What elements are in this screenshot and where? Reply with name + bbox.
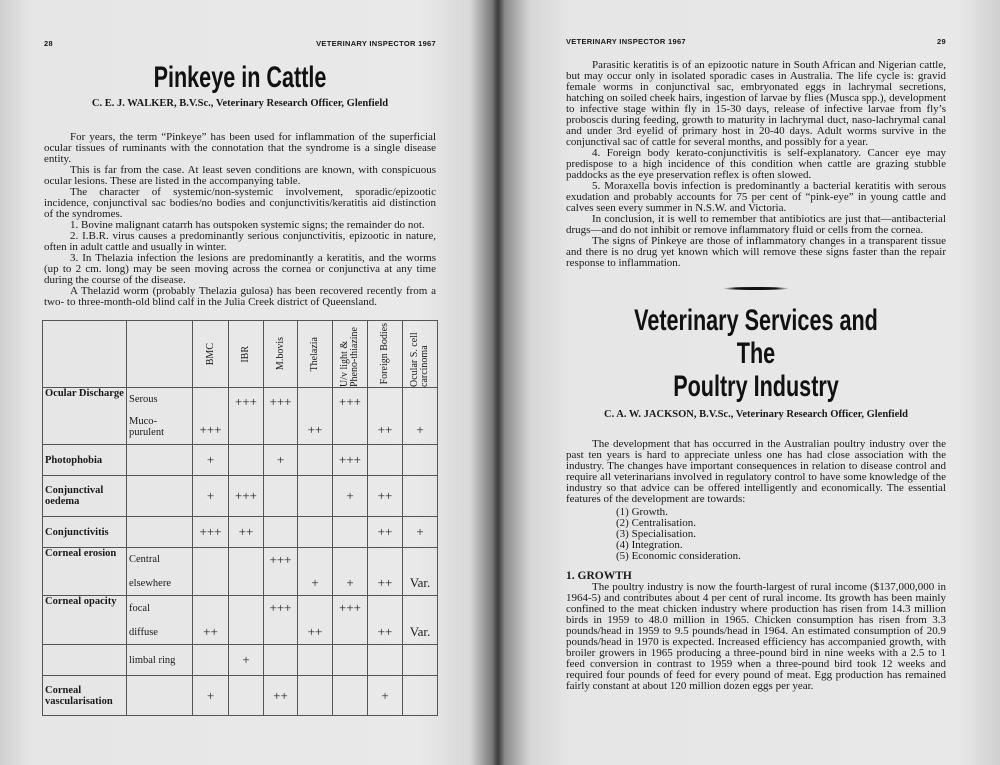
table-cell (403, 388, 438, 445)
table-cell-line (266, 423, 295, 437)
table-cell (229, 645, 264, 676)
table-cell-line: + (276, 452, 285, 467)
column-header (298, 321, 333, 388)
table-cell-line: ++ (307, 624, 323, 639)
row-sublabel (127, 476, 193, 517)
table-cell-line (335, 553, 365, 567)
row-sublabel (127, 645, 193, 676)
table-cell-line: +++ (269, 551, 292, 567)
table-cell-line: ++ (273, 687, 288, 703)
list-item: (3) Specialisation. (616, 528, 697, 540)
paragraph: Parasitic keratitis is of an epizootic nature in South African and Nigerian cattle, but may occur only in isolated sporadic cases in Australia. The life cycle is: gravid female worms in conjunctival sac, embryonated eggs in lachrymal secretions, hatching on soiled cheek hairs, ingestion of larvae by flies (Musca spp.), development to infective stage within fly in 15-30 days, release of infective larvae from fly’s proboscis during feeding, growth to maturity in lachrymal duct, naso-lachrymal canal and under 3rd eyelid of primary host in 20-40 days. Adult worms survive in the conjunctival sac of cattle for several months, and possibly for a year. (566, 59, 946, 148)
table-cell (333, 517, 368, 548)
table-cell-line (405, 489, 435, 503)
table-cell-line (405, 453, 435, 467)
table-cell (298, 596, 333, 645)
page-number-right: 29 (937, 37, 946, 46)
table-cell-line: ++ (377, 624, 393, 639)
table-cell (229, 517, 264, 548)
page-number-left: 28 (44, 39, 53, 48)
row-sublabel (127, 445, 193, 476)
header-blank (127, 321, 193, 388)
table-cell (193, 676, 229, 716)
table-cell-line: + (381, 687, 389, 703)
table-cell-line: + (311, 575, 319, 591)
table-row (43, 676, 438, 716)
paragraph: This is far from the case. At least seven conditions are known, with conspicuous ocular lesions. These are listed in the accompanying table. (44, 164, 436, 187)
table-cell-line (300, 489, 330, 503)
row-sublabel-line (129, 690, 190, 701)
table-cell-line: + (206, 452, 215, 467)
list-item: (1) Growth. (616, 506, 668, 518)
table-cell-line (231, 553, 261, 567)
paragraph: 3. In Thelazia infection the lesions are predominantly a keratitis, and the worms (up to 2 cm. long) may be seen moving across the cornea or conjunctiva at any time during the course of the disease. (44, 252, 436, 286)
table-cell-line (370, 553, 400, 567)
row-sublabel-line: Central (129, 554, 160, 566)
column-header (403, 321, 438, 388)
table-cell-line (300, 553, 330, 567)
table-row (43, 388, 438, 445)
table-cell (298, 445, 333, 476)
table-cell (298, 676, 333, 716)
table-cell-line: Var. (409, 575, 431, 591)
table-cell (264, 645, 298, 676)
table-cell-line (195, 395, 226, 409)
table-cell (229, 445, 264, 476)
table-cell-line: +++ (339, 394, 361, 409)
table-cell-line (405, 395, 435, 409)
table-cell (264, 388, 298, 445)
table-cell-line: +++ (199, 524, 222, 539)
table-cell (368, 548, 403, 596)
table-cell (193, 645, 229, 676)
paragraph: 2. I.B.R. virus causes a predominantly serious conjunctivitis, epizootic in nature, often in adult cattle and usually in winter. (44, 230, 436, 253)
table-cell (229, 676, 264, 716)
table-cell-line (370, 395, 400, 409)
paragraph: 5. Moraxella bovis infection is predominantly a bacterial keratitis with serous exudation and probably accounts for 75 per cent of “pink-eye” in young cattle and calves seen every summer in N.S.W. and Victoria. (566, 180, 946, 214)
column-header (193, 321, 229, 388)
row-label (43, 645, 127, 676)
table-cell (368, 517, 403, 548)
table-cell (264, 476, 298, 517)
table-cell-line: ++ (238, 524, 254, 539)
paragraph: For years, the term “Pinkeye” has been used for inflammation of the superficial ocular tissues of ruminants with the connotation that the syndrome is a single disease entity. (44, 131, 436, 165)
row-sublabel-line: focal (129, 602, 150, 614)
table-cell-line (405, 689, 435, 703)
table-cell-line: + (416, 422, 424, 437)
symptoms-table (42, 320, 438, 716)
paragraph: The development that has occurred in the Australian poultry industry over the past ten years is hard to appreciate unless one has had close association with the industry. The changes have important consequences in relation to disease control and require all veterinarians involved in regulatory control to have some knowledge of the industry so that advice can be offered intelligently and economically. The essential features of the development are towards: (566, 438, 946, 505)
table-cell-line (195, 553, 226, 567)
row-sublabel (127, 676, 193, 716)
table-cell (264, 596, 298, 645)
row-sublabel-line: Muco-purulent (129, 416, 164, 439)
table-row (43, 476, 438, 517)
table-cell-line (266, 653, 295, 667)
table-cell (368, 445, 403, 476)
running-head-left: VETERINARY INSPECTOR 1967 (316, 39, 436, 48)
column-header-label: Thelazia (309, 336, 320, 372)
running-head-right: VETERINARY INSPECTOR 1967 (566, 37, 686, 46)
table-cell-line: +++ (199, 422, 222, 437)
article-title: Pinkeye in Cattle (153, 61, 327, 94)
table-cell-line (231, 625, 261, 639)
list-item: (4) Integration. (616, 539, 683, 551)
table-cell-line (300, 689, 330, 703)
row-sublabel (127, 548, 193, 596)
header-blank (43, 321, 127, 388)
row-label: Conjunctivitis (43, 517, 127, 548)
table-cell (298, 645, 333, 676)
table-cell-line: ++ (377, 422, 393, 437)
table-cell-line: +++ (339, 452, 361, 467)
table-cell (403, 517, 438, 548)
table-cell-line (231, 601, 261, 615)
list-item: (5) Economic consideration. (616, 550, 741, 562)
table-cell-line: ++ (307, 422, 323, 437)
table-cell-line (195, 653, 226, 667)
table-cell (298, 388, 333, 445)
table-cell (333, 476, 368, 517)
table-cell-line: +++ (235, 394, 257, 409)
table-cell-line (405, 553, 435, 567)
table-cell-line: +++ (269, 394, 292, 409)
table-cell (229, 596, 264, 645)
column-header (333, 321, 368, 388)
row-sublabel (127, 596, 193, 645)
table-cell (368, 676, 403, 716)
table-cell-line: +++ (269, 600, 292, 615)
table-cell-line (370, 653, 400, 667)
table-cell (193, 596, 229, 645)
row-sublabel (127, 517, 193, 548)
paragraph: The poultry industry is now the fourth-largest of rural income ($137,000,000 in 1964-5) and contributes about 4 per cent of rural income. Its growth has been mainly confined to the meat chicken industry where production has risen from 14.3 million birds in 1959 to 48.0 million in 1965. Chicken consumption has risen from 3.3 pounds/head in 1959 to 9.5 pounds/head in 1964. An estimated consumption of 20.9 pounds/head in 1970 is expected. Increased efficiency has accompanied growth, with broiler growers in 1965 producing a three-pound bird in nine weeks with a 2.5 to 1 feed conversion in contrast to 1959 when a three-pound bird took 12 weeks and required four pounds of feed for every pound of meat. Egg production has remained fairly constant at about 120 million dozen eggs per year. (566, 581, 946, 692)
column-header-label: BMC (204, 342, 216, 366)
article2-author: C. A. W. JACKSON, B.V.Sc., Veterinary Research Officer, Glenfield (603, 409, 908, 420)
table-cell-line: ++ (377, 575, 393, 591)
features-list (566, 507, 946, 562)
column-header-label: Ocular S. cell carcinoma (409, 332, 430, 387)
row-sublabel-line (129, 527, 190, 538)
right-header (566, 37, 946, 47)
table-cell-line: +++ (235, 488, 257, 503)
article-body (44, 132, 436, 308)
table-cell-line: ++ (203, 624, 218, 639)
table-row (43, 517, 438, 548)
table-cell (333, 645, 368, 676)
table-cell (298, 548, 333, 596)
table-cell-line (335, 653, 365, 667)
table-cell (368, 476, 403, 517)
table-cell-line (266, 489, 295, 503)
table-cell-line (335, 423, 365, 437)
paragraph: The signs of Pinkeye are those of inflammatory changes in a transparent tissue and there is no drug yet known which will remove these signs faster than the repair response to inflammation. (566, 235, 946, 269)
table-cell (333, 548, 368, 596)
row-sublabel-line: Serous (129, 393, 158, 405)
paragraph: The character of systemic/non-systemic involvement, sporadic/epizootic incidence, conjunctival sac bodies/no bodies and conjunctivitis/keratitis aid distinction of the syndromes. (44, 186, 436, 220)
table-cell-line: ++ (377, 488, 393, 503)
row-label: Ocular Discharge (43, 388, 127, 445)
column-header (368, 321, 403, 388)
table-cell-line: + (206, 488, 215, 503)
left-page (44, 0, 436, 716)
table-cell (264, 517, 298, 548)
row-sublabel (127, 388, 193, 445)
list-item: (2) Centralisation. (616, 517, 697, 529)
table-cell (193, 517, 229, 548)
table-cell (229, 548, 264, 596)
table-cell-line (266, 576, 295, 590)
table-cell-line (195, 576, 226, 590)
right-page (566, 0, 946, 692)
table-cell (193, 548, 229, 596)
table-row (43, 548, 438, 596)
table-cell (403, 596, 438, 645)
article2-body (566, 439, 946, 692)
table-cell (403, 676, 438, 716)
table-cell-line (266, 625, 295, 639)
column-header (264, 321, 298, 388)
table-cell (264, 548, 298, 596)
row-sublabel-line (129, 491, 190, 502)
table-cell-line (300, 601, 330, 615)
table-cell-line: + (206, 687, 215, 703)
article-continued-body (566, 60, 946, 269)
paragraph: 4. Foreign body kerato-conjunctivitis is self-explanatory. Cancer eye may predispose to a high incidence of this condition when cattle are grazing stubble paddocks as the eye preservation reflex is often slowed. (566, 147, 946, 181)
table-cell-line: Var. (409, 624, 431, 639)
table-cell (298, 517, 333, 548)
table-cell-line: +++ (339, 600, 361, 615)
table-cell (333, 596, 368, 645)
section-heading: 1. GROWTH (566, 570, 632, 582)
section-divider-ornament (723, 287, 789, 290)
table-cell (193, 445, 229, 476)
table-cell-line (300, 653, 330, 667)
table-cell-line (231, 423, 261, 437)
row-label: Corneal opacity (43, 596, 127, 645)
table-cell (229, 388, 264, 445)
table-cell-line: ++ (377, 524, 393, 539)
column-header-label: Foreign Bodies (379, 323, 390, 385)
table-cell-line: + (416, 524, 424, 539)
table-cell-line (300, 525, 330, 539)
table-cell-line (405, 601, 435, 615)
table-cell (229, 476, 264, 517)
row-label: Corneal erosion (43, 548, 127, 596)
table-cell (403, 445, 438, 476)
table-cell-line (335, 525, 365, 539)
column-header-label: U/v light & Pheno-thiazine (339, 327, 360, 387)
table-cell (403, 645, 438, 676)
table-cell (368, 645, 403, 676)
column-header-label: M.bovis (274, 337, 286, 371)
table-cell-line (405, 653, 435, 667)
table-cell-line (266, 525, 295, 539)
table-cell (403, 476, 438, 517)
table-cell (298, 476, 333, 517)
table-cell-line (300, 395, 330, 409)
table-cell (264, 445, 298, 476)
table-cell-line (231, 453, 261, 467)
row-sublabel-line: limbal ring (129, 654, 176, 666)
paragraph: A Thelazid worm (probably Thelazia gulosa) has been recovered recently from a two- to three-month-old blind calf in the Julia Creek district of Queensland. (44, 285, 436, 308)
table-row (43, 596, 438, 645)
table-header-row (43, 321, 438, 388)
table-cell-line (370, 601, 400, 615)
table-cell (193, 476, 229, 517)
table-cell-line (335, 689, 365, 703)
table-cell-line (300, 453, 330, 467)
row-label: Conjunctival oedema (43, 476, 127, 517)
table-cell (333, 676, 368, 716)
left-header (44, 39, 436, 49)
row-label: Photophobia (43, 445, 127, 476)
table-row (43, 645, 438, 676)
table-row (43, 445, 438, 476)
paragraph: 1. Bovine malignant catarrh has outspoken systemic signs; the remainder do not. (70, 219, 425, 231)
table-cell-line: + (242, 652, 250, 667)
article-author: C. E. J. WALKER, B.V.Sc., Veterinary Research Officer, Glenfield (91, 98, 389, 109)
table-cell (264, 676, 298, 716)
table-cell (333, 445, 368, 476)
table-cell-line (335, 625, 365, 639)
table-cell-line (195, 601, 226, 615)
paragraph: In conclusion, it is well to remember that antibiotics are just that—antibacterial drugs—and do not inhibit or remove inflammatory fluid or cells from the cornea. (566, 213, 946, 236)
table-cell (193, 388, 229, 445)
table-cell-line (370, 453, 400, 467)
table-cell (368, 596, 403, 645)
table-cell-line: + (346, 488, 354, 503)
column-header (229, 321, 264, 388)
row-label: Corneal vascularisation (43, 676, 127, 716)
row-sublabel-line (129, 455, 190, 466)
row-sublabel-line: elsewhere (129, 577, 171, 589)
table-cell (403, 548, 438, 596)
article2-title-line1: Veterinary Services and The (634, 304, 878, 370)
table-cell (368, 388, 403, 445)
column-header-label: IBR (240, 345, 251, 363)
row-sublabel-line: diffuse (129, 626, 158, 638)
table-cell-line (231, 689, 261, 703)
table-cell-line: + (346, 575, 354, 591)
table-cell-line (231, 576, 261, 590)
table-cell (333, 388, 368, 445)
article2-title-line2: Poultry Industry (673, 370, 839, 403)
